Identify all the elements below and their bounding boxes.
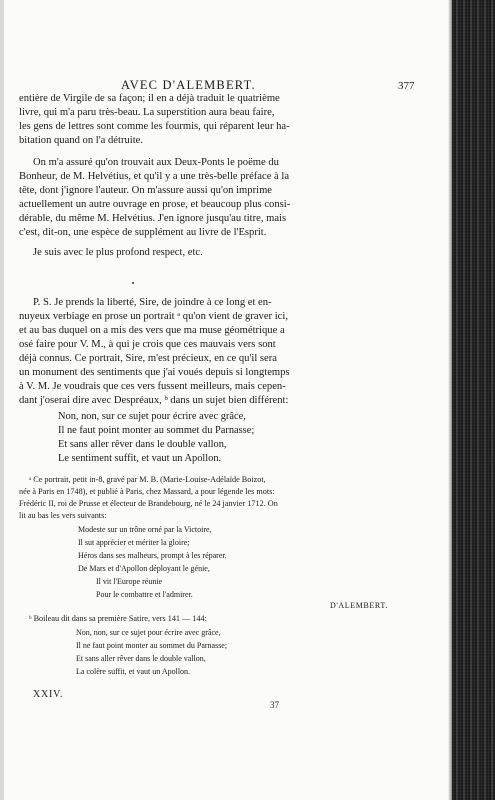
footnote-line: ᵃ Ce portrait, petit in-8, gravé par M. B. (Marie-Louise-Adélaïde Boizot, [29,475,266,484]
footnote-line: ᵇ Boileau dit dans sa première Satire, vers 141 — 144: [29,614,207,623]
scanner-edge [452,0,495,800]
footnote-verse-line: Non, non, sur ce sujet pour écrire avec grâce, [76,628,221,637]
footnote-signature: D'ALEMBERT. [330,601,388,610]
signature-mark: 37 [270,700,279,710]
verse-line: Et sans aller rêver dans le double vallon, [58,439,227,450]
text-line: dérable, du même M. Helvétius. J'en ignore jusqu'au titre, mais [19,213,287,224]
text-line: P. S. Je prends la liberté, Sire, de joindre à ce long et en- [33,297,272,308]
text-line: osé faire pour V. M., à qui je crois que ces mauvais vers sont [19,339,276,350]
text-line: actuellement un autre ouvrage en prose, et beaucoup plus consi- [19,199,291,210]
verse-line: Le sentiment suffit, et vaut un Apollon. [58,453,222,464]
printer-mark [132,282,134,284]
text-line: c'est, dit-on, une espèce de supplément au livre de l'Esprit. [19,227,267,238]
text-line: dant j'oserai dire avec Despréaux, ᵇ dans un sujet bien différent: [19,395,289,406]
footnote-verse-line: Pour le combattre et l'admirer. [96,590,193,599]
text-line: Bonheur, de M. Helvétius, et qu'il y a une très-belle préface à la [19,171,290,182]
text-line: un monument des sentiments que j'ai voués depuis si longtemps [19,367,290,378]
footnote-verse-line: Il sut apprécier et mériter la gloire; [78,538,190,547]
closing-line: Je suis avec le plus profond respect, etc. [33,247,203,258]
text-line: déjà connus. Ce portrait, Sire, m'est précieux, en ce qu'il sera [19,353,277,364]
footnote-verse-line: Héros dans ses malheurs, prompt à les réparer. [78,551,227,560]
footnote-line: lit au bas les vers suivants: [19,511,107,520]
text-line: nuyeux verbiage en prose un portrait ᵃ qu'on vient de graver ici, [19,311,288,322]
footnote-line: Frédéric II, roi de Prusse et électeur de Brandebourg, né le 24 janvier 1712. On [19,499,278,508]
footnote-verse-line: Modeste sur un trône orné par la Victoire, [78,525,212,534]
running-title: AVEC D'ALEMBERT. [121,78,256,92]
page-number: 377 [398,80,415,92]
footnote-line: née à Paris en 1748), et publié à Paris, chez Massard, a pour légende les mots: [19,487,275,496]
text-line: entière de Virgile de sa façon; il en a déjà traduit le quatrième [19,93,280,104]
footnote-verse-line: Il ne faut point monter au sommet du Parnasse; [76,641,228,650]
footnote-verse-line: La colère suffit, et vaut un Apollon. [76,667,191,676]
footnote-verse-line: De Mars et d'Apollon déployant le génie, [78,564,210,573]
volume-number: XXIV. [33,689,64,700]
text-line: et au bas duquel on a mis des vers que ma muse géométrique a [19,325,285,336]
text-line: bitation quand on l'a détruite. [19,135,144,146]
verse-line: Il ne faut point monter au sommet du Parnasse; [58,425,255,436]
verse-line: Non, non, sur ce sujet pour écrire avec grâce, [58,411,246,422]
footnote-verse-line: Il vit l'Europe réunie [96,577,163,586]
footnote-verse-line: Et sans aller rêver dans le double vallon, [76,654,206,663]
text-line: tête, dont j'ignore l'auteur. On m'assure aussi qu'on imprime [19,185,273,196]
text-line: les gens de lettres sont comme les fourmis, qui réparent leur ha- [19,121,290,132]
page-left-edge [0,0,4,800]
text-line: On m'a assuré qu'on trouvait aux Deux-Ponts le poëme du [33,157,279,168]
text-line: livre, qui m'a paru très-beau. La superstition aura beau faire, [19,107,275,118]
text-line: à V. M. Je voudrais que ces vers fussent meilleurs, mais cepen- [19,381,286,392]
